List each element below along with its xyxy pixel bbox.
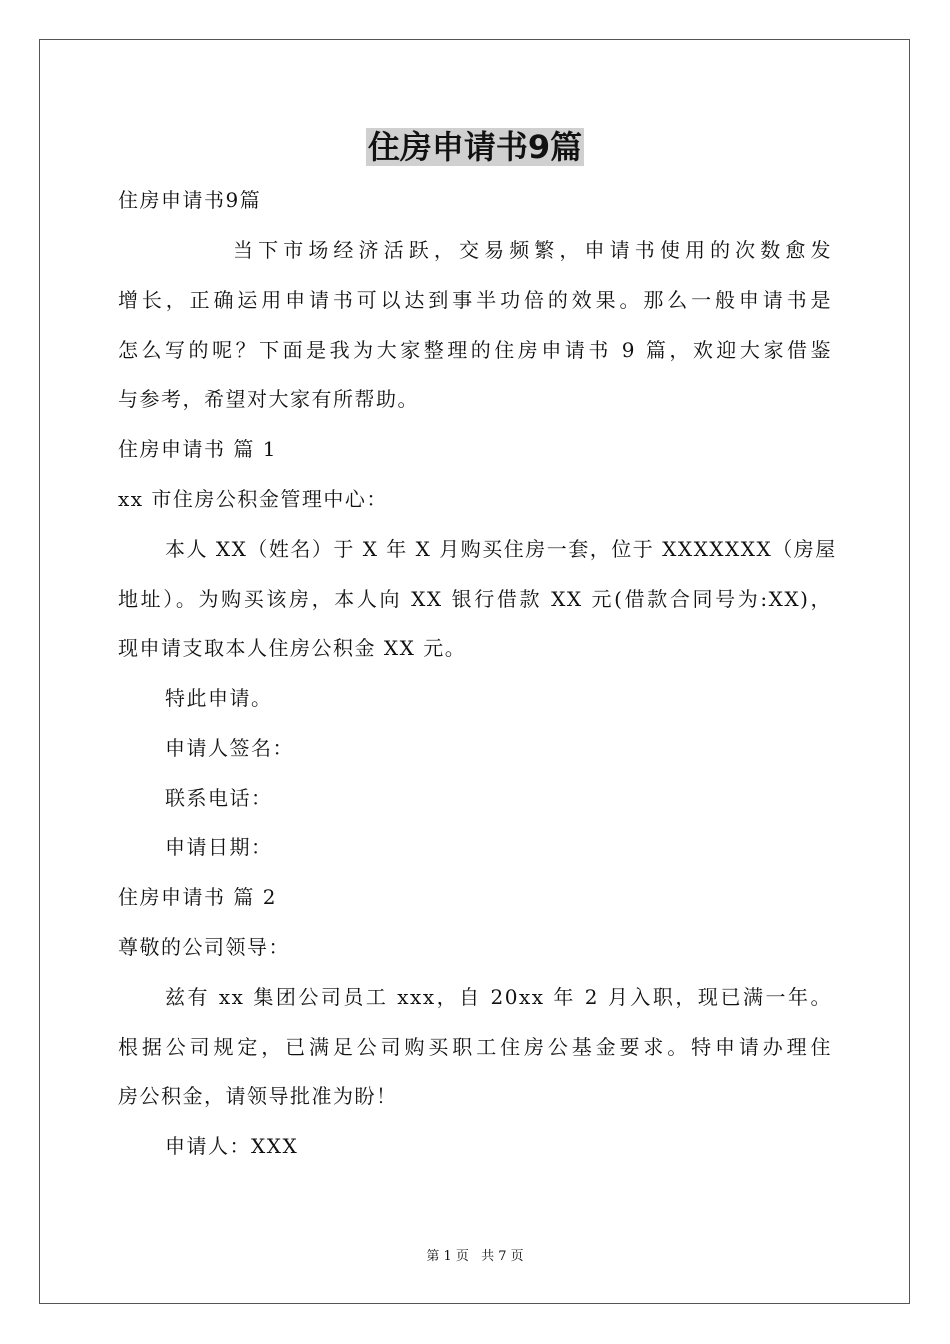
section-heading-2: 住房申请书 篇 2 [118, 885, 277, 909]
salutation-1: xx 市住房公积金管理中心： [118, 487, 388, 511]
subtitle-line: 住房申请书9篇 [118, 188, 262, 212]
page-number: 第 1 页 [426, 1249, 469, 1264]
section-heading-1: 住房申请书 篇 1 [118, 437, 277, 461]
closing-1: 特此申请。 [165, 686, 273, 710]
body-2-line-1: 兹有 xx 集团公司员工 xxx，自 20xx 年 2 月入职，现已满一年。 [165, 985, 832, 1009]
page-footer [0, 1248, 950, 1266]
body-2-line-3: 房公积金，请领导批准为盼！ [118, 1084, 398, 1108]
intro-line-4: 与参考，希望对大家有所帮助。 [118, 387, 419, 411]
contact-phone-line: 联系电话： [165, 786, 273, 810]
body-1-line-1: 本人 XX（姓名）于 X 年 X 月购买住房一套，位于 XXXXXXX（房屋 [165, 537, 837, 561]
intro-line-2: 增长，正确运用申请书可以达到事半功倍的效果。那么一般申请书是 [118, 288, 832, 312]
intro-line-3: 怎么写的呢？下面是我为大家整理的住房申请书 9 篇，欢迎大家借鉴 [118, 338, 832, 362]
application-date-line: 申请日期： [165, 835, 273, 859]
intro-line-1: 当下市场经济活跃，交易频繁，申请书使用的次数愈发 [233, 238, 832, 262]
body-2-line-2: 根据公司规定，已满足公司购买职工住房公基金要求。特申请办理住 [118, 1035, 832, 1059]
document-title [0, 126, 950, 168]
applicant-signature-line: 申请人签名： [165, 736, 294, 760]
applicant-line: 申请人：XXX [165, 1134, 299, 1158]
document-title-text: 住房申请书9篇 [367, 128, 583, 166]
salutation-2: 尊敬的公司领导： [118, 935, 290, 959]
body-1-line-3: 现申请支取本人住房公积金 XX 元。 [118, 636, 467, 660]
body-1-line-2: 地址）。为购买该房，本人向 XX 银行借款 XX 元(借款合同号为:XX)， [118, 587, 832, 611]
total-pages: 共 7 页 [481, 1249, 524, 1264]
page-border [39, 39, 910, 1304]
